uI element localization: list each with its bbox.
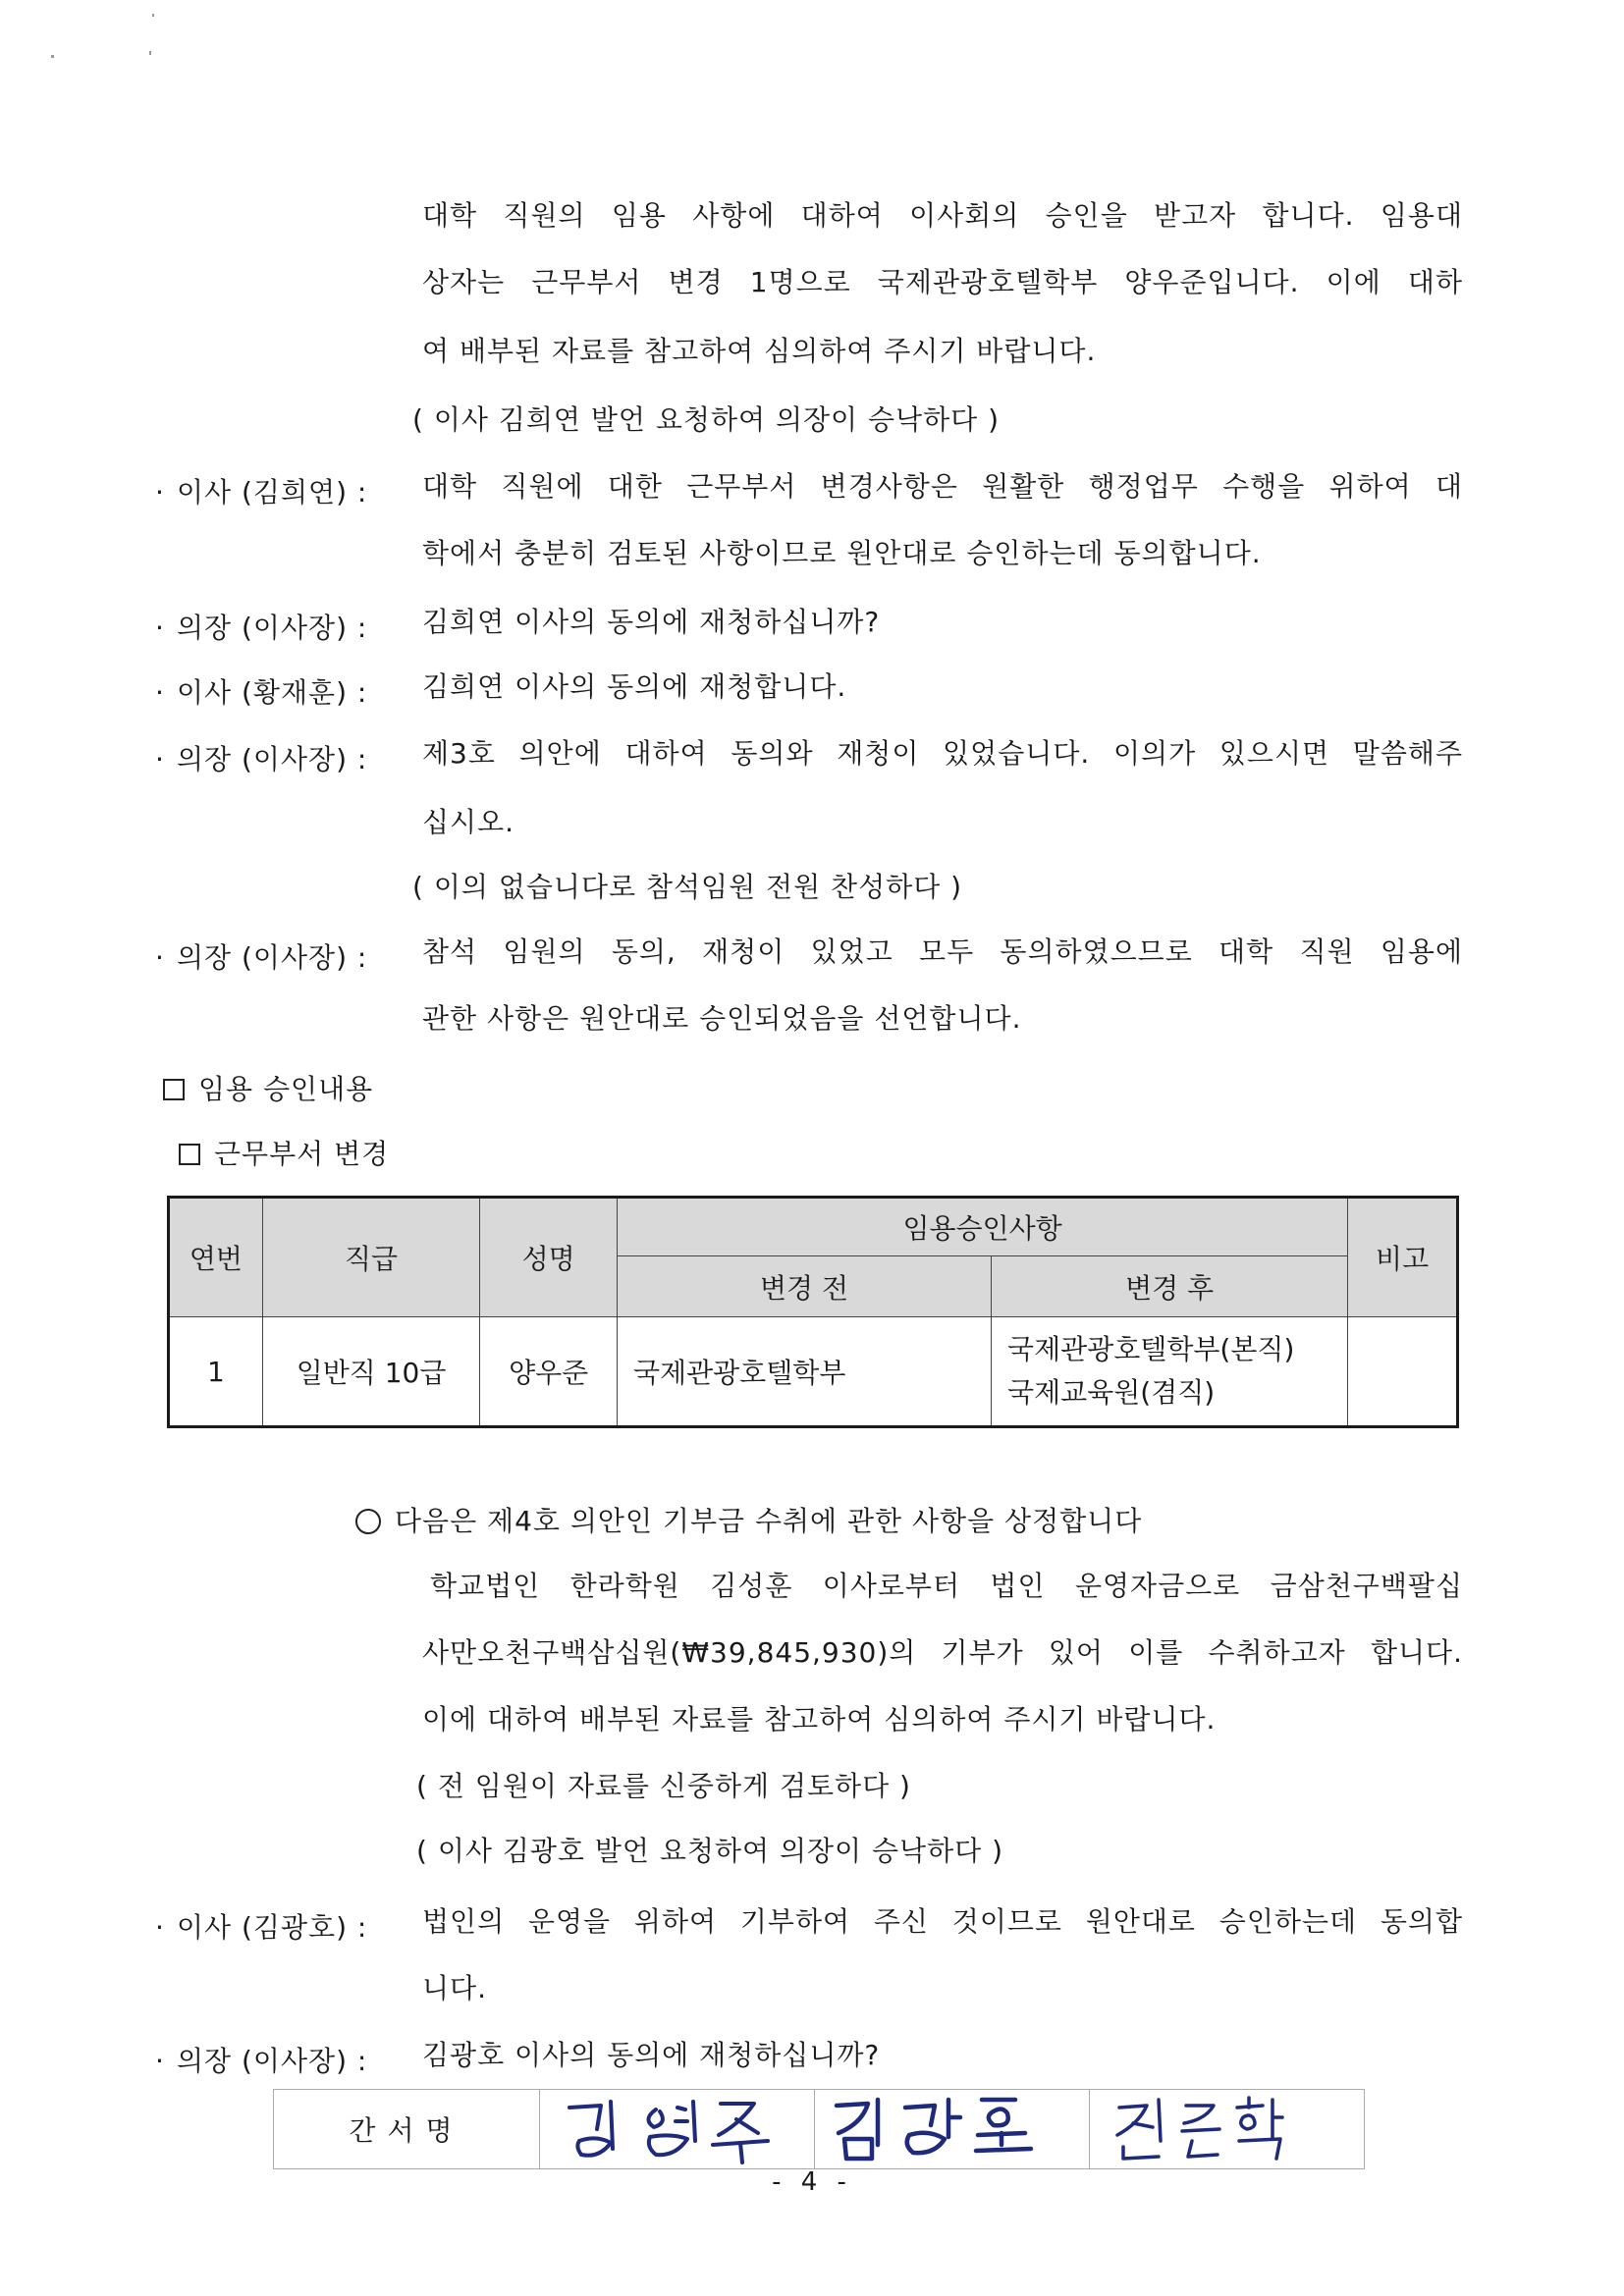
header-cell-remark: 비고 — [1348, 1198, 1458, 1317]
cell-remark — [1348, 1317, 1458, 1427]
scan-speck — [51, 55, 54, 58]
cell-after — [992, 1317, 1348, 1427]
signature-cell — [1090, 2090, 1364, 2168]
signature-cell — [815, 2090, 1090, 2168]
body-line: 학교법인 한라학원 김성훈 이사로부터 법인 운영자금으로 금삼천구백팔십 — [430, 1570, 1463, 1602]
speech-text: 김희연 이사의 동의에 재청하십니까? — [422, 606, 881, 638]
body-line: 이에 대하여 배부된 자료를 참고하여 심의하여 주시기 바랍니다. — [422, 1703, 1217, 1735]
header-cell-after: 변경 후 — [992, 1256, 1348, 1317]
speech-text: 김희연 이사의 동의에 재청합니다. — [422, 670, 847, 703]
speech-line — [155, 2042, 444, 2081]
agenda-title — [355, 1502, 1142, 1541]
speech-line — [155, 609, 444, 648]
speech-text: 대학 직원에 대한 근무부서 변경사항은 원활한 행정업무 수행을 위하여 대 — [422, 470, 1463, 503]
speaker-label: 이사 (김광호) : — [177, 1911, 368, 1944]
speech-line — [155, 473, 444, 512]
circle-icon — [355, 1509, 381, 1534]
bullet: · — [155, 743, 165, 775]
header-cell-no: 연번 — [169, 1198, 263, 1317]
signature-label: 간서명 — [274, 2090, 540, 2168]
bullet: · — [155, 2045, 165, 2077]
speaker-label: 이사 (김희연) : — [177, 476, 368, 508]
header-cell-before: 변경 전 — [617, 1256, 991, 1317]
bullet: · — [155, 1911, 165, 1944]
page-number: - 4 - — [772, 2167, 852, 2197]
bullet: · — [155, 941, 165, 974]
cell-name: 양우준 — [480, 1317, 618, 1427]
speech-text: 니다. — [422, 1972, 487, 2004]
body-line: 대학 직원의 임용 사항에 대하여 이사회의 승인을 받고자 합니다. 임용대 — [422, 199, 1463, 232]
agenda-title-text: 다음은 제4호 의안인 기부금 수취에 관한 사항을 상정합니다 — [395, 1505, 1143, 1537]
speaker-label: 의장 (이사장) : — [177, 2045, 368, 2077]
procedure-note: ( 이의 없습니다로 참석임원 전원 찬성하다 ) — [412, 871, 963, 903]
header-cell-grade: 직급 — [262, 1198, 479, 1317]
bullet: · — [155, 676, 165, 709]
body-line: 상자는 근무부서 변경 1명으로 국제관광호텔학부 양우준입니다. 이에 대하 — [422, 266, 1463, 298]
speech-line — [155, 673, 444, 713]
checkbox-icon — [179, 1144, 200, 1165]
section-subheading — [179, 1135, 389, 1174]
speech-text: 김광호 이사의 동의에 재청하십니까? — [422, 2039, 881, 2071]
speaker-label: 의장 (이사장) : — [177, 941, 368, 974]
cell-no: 1 — [169, 1317, 263, 1427]
scan-speck — [149, 51, 151, 55]
speaker-label: 이사 (황재훈) : — [177, 676, 368, 709]
signature-cell — [540, 2090, 815, 2168]
speaker-label: 의장 (이사장) : — [177, 612, 368, 644]
scan-speck — [152, 14, 154, 17]
heading-text: 임용 승인내용 — [198, 1073, 374, 1105]
speech-text: 제3호 의안에 대하여 동의와 재청이 있었습니다. 이의가 있으시면 말씀해주 — [422, 737, 1463, 770]
bullet: · — [155, 476, 165, 508]
checkbox-icon — [163, 1079, 185, 1100]
procedure-note: ( 이사 김광호 발언 요청하여 의장이 승낙하다 ) — [416, 1835, 1004, 1867]
header-cell-group: 임용승인사항 — [617, 1198, 1347, 1256]
handwritten-signature-1 — [540, 2090, 815, 2168]
speech-text: 학에서 충분히 검토된 사항이므로 원안대로 승인하는데 동의합니다. — [422, 537, 1262, 569]
speaker-label: 의장 (이사장) : — [177, 743, 368, 775]
heading-text: 근무부서 변경 — [214, 1138, 390, 1170]
speech-line — [155, 1908, 444, 1948]
speech-line — [155, 938, 444, 978]
speech-text: 관한 사항은 원안대로 승인되었음을 선언합니다. — [422, 1002, 1022, 1035]
handwritten-signature-3 — [1090, 2090, 1365, 2168]
speech-text: 법인의 운영을 위하여 기부하여 주신 것이므로 원안대로 승인하는데 동의합 — [422, 1905, 1463, 1938]
speech-line — [155, 740, 444, 779]
cell-before: 국제관광호텔학부 — [617, 1317, 991, 1427]
signature-box — [273, 2089, 1365, 2169]
body-line: 사만오천구백삼십원(₩39,845,930)의 기부가 있어 이를 수취하고자 합니다. — [422, 1636, 1463, 1669]
table-row — [169, 1317, 1458, 1427]
handwritten-signature-2 — [815, 2090, 1090, 2168]
cell-grade: 일반직 10급 — [262, 1317, 479, 1427]
appointment-table — [167, 1196, 1459, 1428]
procedure-note: ( 이사 김희연 발언 요청하여 의장이 승낙하다 ) — [412, 403, 1001, 436]
cell-after-line: 국제교육원(겸직) — [1007, 1376, 1216, 1409]
section-heading — [163, 1070, 373, 1109]
bullet: · — [155, 612, 165, 644]
cell-after-line: 국제관광호텔학부(본직) — [1007, 1333, 1295, 1365]
speech-text: 십시오. — [422, 806, 515, 838]
body-line: 여 배부된 자료를 참고하여 심의하여 주시기 바랍니다. — [422, 335, 1097, 367]
procedure-note: ( 전 임원이 자료를 신중하게 검토하다 ) — [416, 1770, 911, 1802]
speech-text: 참석 임원의 동의, 재청이 있었고 모두 동의하였으므로 대학 직원 임용에 — [422, 935, 1463, 968]
header-cell-name: 성명 — [480, 1198, 618, 1317]
